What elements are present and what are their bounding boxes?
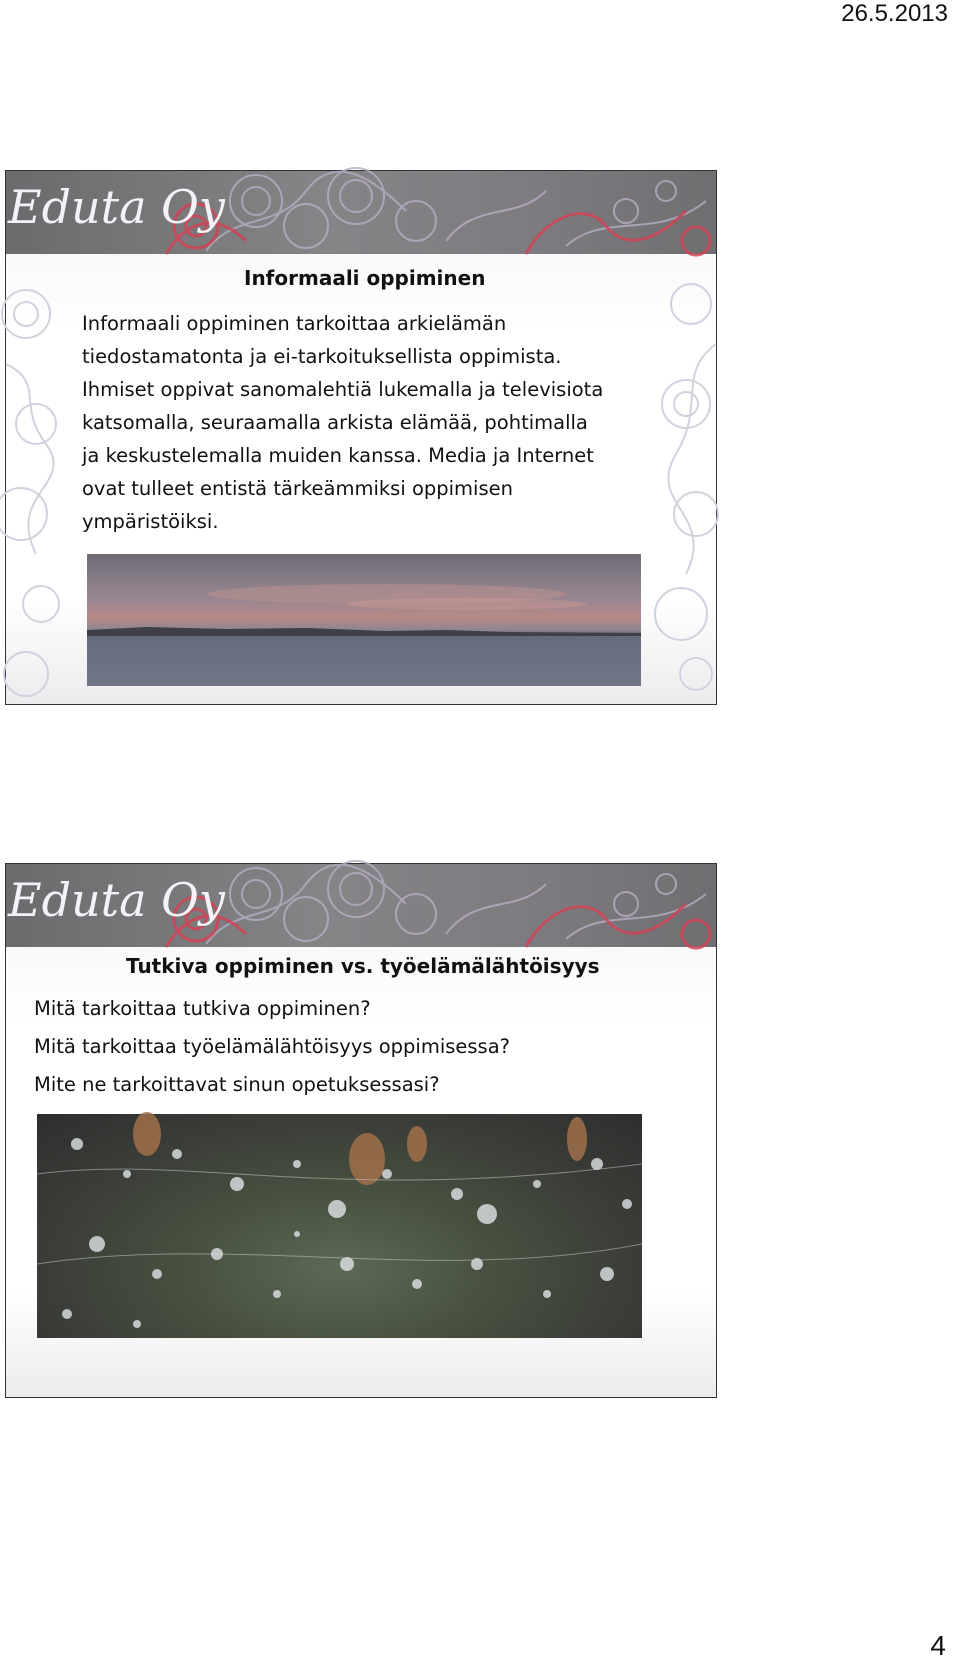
- slide-title: Informaali oppiminen: [244, 266, 486, 290]
- dew-photo-detail: [37, 1114, 642, 1338]
- dew-drops-photo: [37, 1114, 642, 1338]
- slide-inquiry-learning: [5, 863, 717, 1398]
- slide-body: [82, 307, 603, 538]
- logo-lettering: Eduta Oy: [8, 873, 225, 927]
- slide-banner: [6, 171, 716, 254]
- logo-lettering: Eduta Oy: [8, 180, 225, 234]
- body-line: ympäristöiksi.: [82, 510, 219, 533]
- body-line: Mite ne tarkoittavat sinun opetuksessasi?: [34, 1073, 440, 1096]
- slide-banner: [6, 864, 716, 947]
- page-date: 26.5.2013: [841, 0, 948, 27]
- body-line: ja keskustelemalla muiden kanssa. Media ja Internet: [82, 444, 594, 467]
- body-line: Informaali oppiminen tarkoittaa arkielämän: [82, 312, 507, 335]
- sunset-sea-photo: [87, 554, 641, 686]
- body-line: ovat tulleet entistä tärkeämmiksi oppimisen: [82, 477, 513, 500]
- slide-title: Tutkiva oppiminen vs. työelämälähtöisyys: [126, 954, 600, 978]
- eduta-logo: [6, 864, 225, 934]
- slide-informal-learning: [5, 170, 717, 705]
- left-lace-ornament: [6, 254, 66, 704]
- body-line: tiedostamatonta ja ei-tarkoituksellista oppimista.: [82, 345, 562, 368]
- page-number: 4: [930, 1630, 946, 1661]
- right-lace-ornament: [646, 254, 716, 704]
- body-line: katsomalla, seuraamalla arkista elämää, pohtimalla: [82, 411, 588, 434]
- body-line: Mitä tarkoittaa työelämälähtöisyys oppimisessa?: [34, 1035, 511, 1058]
- sea-photo-detail: [87, 554, 641, 686]
- eduta-logo: [6, 171, 225, 241]
- body-line: Ihmiset oppivat sanomalehtiä lukemalla ja televisiota: [82, 378, 604, 401]
- body-line: Mitä tarkoittaa tutkiva oppiminen?: [34, 997, 371, 1020]
- slide-body: [34, 990, 510, 1104]
